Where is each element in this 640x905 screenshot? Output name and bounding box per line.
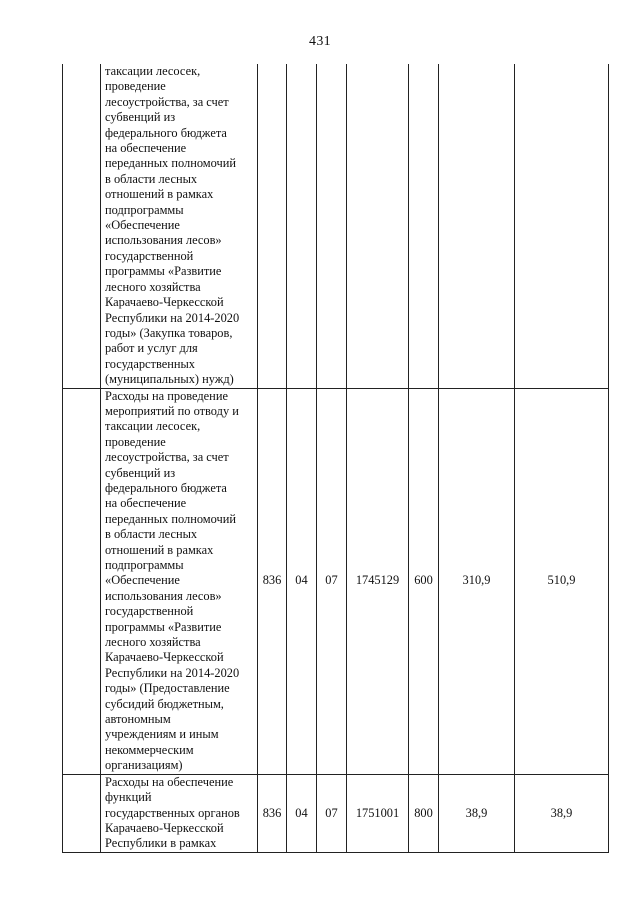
- page-number: 431: [309, 34, 331, 49]
- expense-type-cell: [409, 64, 439, 388]
- amount-1-cell: 38,9: [439, 774, 515, 852]
- ministry-cell: [258, 64, 287, 388]
- description-cell: [101, 388, 258, 774]
- amount-1-cell: [439, 64, 515, 388]
- ministry-cell: 836: [258, 774, 287, 852]
- description-cell: [101, 774, 258, 852]
- amount-2-cell: [515, 64, 609, 388]
- target-article-cell: 1751001: [347, 774, 409, 852]
- subsection-cell: 07: [317, 774, 347, 852]
- expense-type-cell: 800: [409, 774, 439, 852]
- section-cell: [287, 64, 317, 388]
- ministry-cell: 836: [258, 388, 287, 774]
- table-row: [63, 64, 609, 388]
- subsection-cell: 07: [317, 388, 347, 774]
- expense-type-cell: 600: [409, 388, 439, 774]
- amount-2-cell: 38,9: [515, 774, 609, 852]
- description-text: Расходы на проведение мероприятий по отводу и таксации лесосек, проведение лесоустройства, за счет субвенций из федерального бюджета на обеспечение переданных полномочий в области лесных отношений в рамках подпрограммы «Обеспечение использования лесов» государственной программы «Развитие лесного хозяйства Карачаево-Черкесской Республики на 2014-2020 годы» (Предоставление субсидий бюджетным, автономным учреждениям и иным некоммерческим организациям): [105, 388, 240, 773]
- budget-table: [62, 64, 609, 853]
- row-number-cell: [63, 64, 101, 388]
- row-number-cell: [63, 388, 101, 774]
- target-article-cell: [347, 64, 409, 388]
- subsection-cell: [317, 64, 347, 388]
- description-text: таксации лесосек, проведение лесоустройства, за счет субвенций из федерального бюджета на обеспечение переданных полномочий в области лесных отношений в рамках подпрограммы «Обеспечение использования лесов» государственной программы «Развитие лесного хозяйства Карачаево-Черкесской Республики на 2014-2020 годы» (Закупка товаров, работ и услуг для государственных (муниципальных) нужд): [105, 64, 240, 387]
- amount-1-cell: 310,9: [439, 388, 515, 774]
- table-row: [63, 388, 609, 774]
- table-row: [63, 774, 609, 852]
- row-number-cell: [63, 774, 101, 852]
- amount-2-cell: 510,9: [515, 388, 609, 774]
- target-article-cell: 1745129: [347, 388, 409, 774]
- section-cell: 04: [287, 774, 317, 852]
- description-cell: [101, 64, 258, 388]
- section-cell: 04: [287, 388, 317, 774]
- description-text: Расходы на обеспечение функций государственных органов Карачаево-Черкесской Республики в рамках: [105, 774, 240, 851]
